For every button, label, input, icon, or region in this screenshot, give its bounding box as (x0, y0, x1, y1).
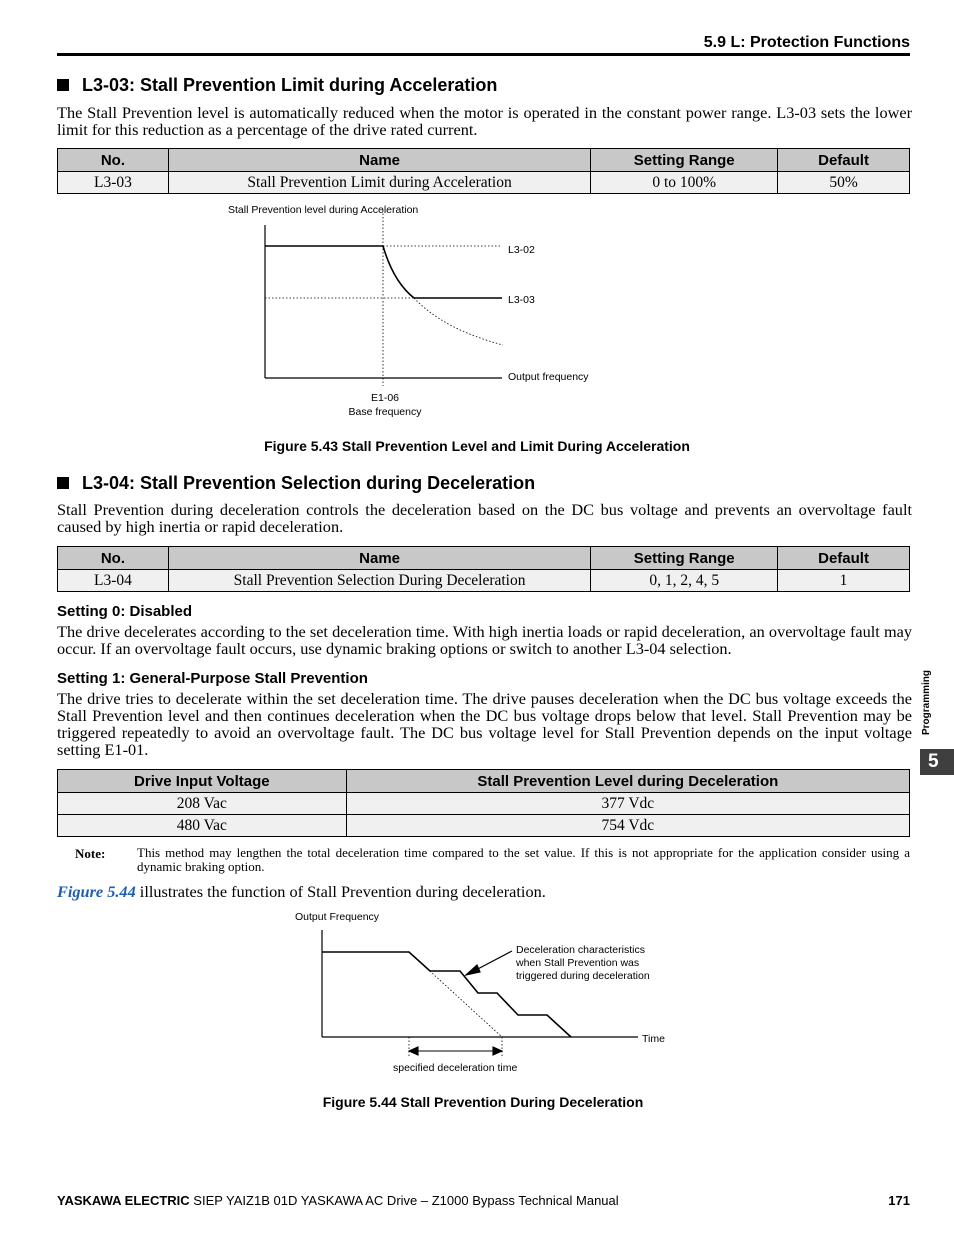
footer-brand: YASKAWA ELECTRIC (57, 1193, 190, 1208)
fig543-base-label-2: Base frequency (348, 406, 422, 418)
col-header-range: Setting Range (591, 547, 778, 570)
col-header-no: No. (58, 149, 169, 172)
cell-name: Stall Prevention Selection During Deceleration (168, 570, 590, 592)
fig543-l3-03-label: L3-03 (508, 294, 535, 306)
fig543-l3-02-label: L3-02 (508, 244, 535, 256)
col-header-name: Name (168, 149, 590, 172)
cell-no: L3-04 (58, 570, 169, 592)
chapter-number-tab: 5 (920, 749, 954, 775)
cell-stall-level: 754 Vdc (346, 815, 909, 837)
cell-range: 0 to 100% (591, 172, 778, 194)
section-heading-text: L3-04: Stall Prevention Selection during Deceleration (82, 473, 536, 493)
cell-stall-level: 377 Vdc (346, 793, 909, 815)
setting-1-text: The drive tries to decelerate within the set deceleration time. The drive pauses deceleration when the DC bus voltage exceeds the Stall Prevention level and then continues deceleration when the DC bus voltage drops below that level. Stall Prevention may be triggered repeatedly to avoid an overvoltage fault. The DC bus voltage level for Stall Prevention depends on the input voltage setting E1-01. (57, 689, 912, 759)
fig543-y-axis-label: Stall Prevention level during Acceleration (228, 204, 419, 216)
stall-prevention-voltage-table (57, 769, 910, 837)
col-header-name: Name (168, 547, 590, 570)
fig544-annotation-arrow (466, 951, 512, 975)
col-header-stall-level: Stall Prevention Level during Deceleration (346, 770, 909, 793)
setting-1-heading: Setting 1: General-Purpose Stall Prevention (57, 670, 368, 687)
l3-04-description: Stall Prevention during deceleration controls the deceleration based on the DC bus voltage and prevents an overvoltage fault caused by high inertia or rapid deceleration. (57, 500, 912, 536)
fig544-annotation-line-3: triggered during deceleration (516, 970, 650, 982)
l3-04-parameter-table (57, 546, 910, 592)
fig544-annotation-line-1: Deceleration characteristics (516, 944, 645, 956)
col-header-no: No. (58, 547, 169, 570)
footer-doc-title: SIEP YAIZ1B 01D YASKAWA AC Drive – Z1000 Bypass Technical Manual (189, 1193, 619, 1208)
fig544-decel-time-label: specified deceleration time (393, 1062, 518, 1074)
fig543-reduced-curve-extension (414, 298, 503, 345)
fig544-y-axis-label: Output Frequency (295, 911, 380, 923)
table-header-row (58, 770, 910, 793)
cell-default: 50% (778, 172, 910, 194)
cell-range: 0, 1, 2, 4, 5 (591, 570, 778, 592)
section-heading-text: L3-03: Stall Prevention Limit during Acceleration (82, 75, 498, 95)
cell-no: L3-03 (58, 172, 169, 194)
figure-reference-paragraph (57, 882, 546, 902)
fig543-x-axis-label: Output frequency (508, 371, 589, 383)
figure-reference-text: illustrates the function of Stall Prevention during deceleration. (135, 882, 546, 901)
col-header-default: Default (778, 547, 910, 570)
table-row (58, 570, 910, 592)
figure-5-44-caption: Figure 5.44 Stall Prevention During Deceleration (322, 1094, 644, 1110)
col-header-range: Setting Range (591, 149, 778, 172)
cell-name: Stall Prevention Limit during Acceleration (168, 172, 590, 194)
fig544-annotation-line-2: when Stall Prevention was (516, 957, 640, 969)
fig544-dotted-guides (409, 952, 502, 1058)
setting-0-heading: Setting 0: Disabled (57, 603, 193, 620)
figure-5-43-caption: Figure 5.43 Stall Prevention Level and Limit During Acceleration (264, 438, 690, 454)
cell-input-voltage: 480 Vac (58, 815, 347, 837)
table-header-row (58, 547, 910, 570)
section-heading-l3-04 (57, 473, 535, 494)
fig544-x-axis-label: Time (642, 1033, 665, 1045)
note-label: Note: (75, 846, 106, 861)
footer-document-info (57, 1193, 619, 1208)
page-number: 171 (888, 1193, 910, 1208)
cell-input-voltage: 208 Vac (58, 793, 347, 815)
figure-5-44-link[interactable]: Figure 5.44 (57, 882, 136, 901)
cell-default: 1 (778, 570, 910, 592)
running-head: 5.9 L: Protection Functions (703, 34, 910, 51)
setting-0-text: The drive decelerates according to the set deceleration time. With high inertia loads or rapid deceleration, an overvoltage fault may occur. If an overvoltage fault occurs, use dynamic braking options or switch to another L3-04 selection. (57, 622, 912, 658)
fig543-base-label-1: E1-06 (370, 392, 400, 404)
table-row (58, 815, 910, 837)
col-header-input-voltage: Drive Input Voltage (58, 770, 347, 793)
fig544-decel-time-arrow (409, 1047, 502, 1055)
note-text: This method may lengthen the total deceleration time compared to the set value. If this is not appropriate for the application consider using a dynamic braking option. (137, 845, 910, 874)
l3-03-description: The Stall Prevention level is automatically reduced when the motor is operated in the constant power range. L3-03 sets the lower limit for this reduction as a percentage of the drive rated current. (57, 103, 912, 139)
section-bullet-icon (57, 477, 69, 489)
fig543-level-curve (265, 246, 502, 298)
col-header-default: Default (778, 149, 910, 172)
table-row (58, 793, 910, 815)
